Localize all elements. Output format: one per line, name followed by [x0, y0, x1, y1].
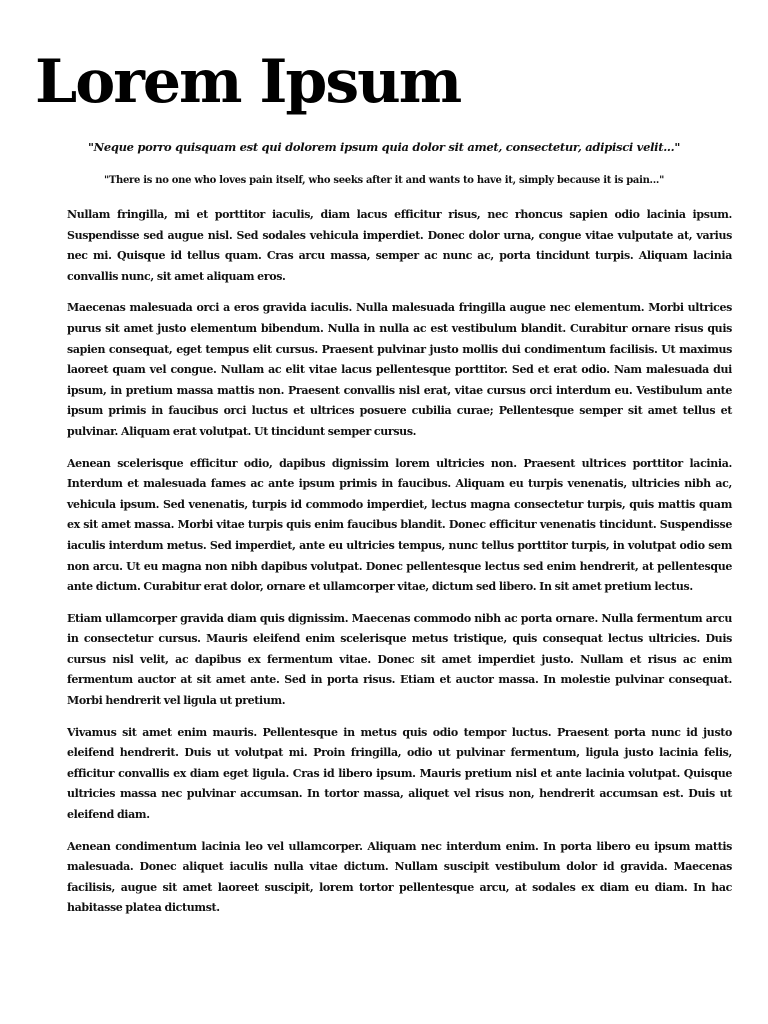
paragraph-4: Etiam ullamcorper gravida diam quis dignissim. Maecenas commodo nibh ac porta ornare. Nulla fermentum arcu in consectetur cursus. Mauris eleifend enim scelerisque metus tristique, quis consequat lectus ultricies. Duis cursus nisl velit, ac dapibus ex fermentum vitae. Donec sit amet imperdiet justo. Nullam et risus ac enim fermentum auctor at sit amet ante. Sed in porta risus. Etiam et auctor massa. In molestie pulvinar consequat. Morbi hendrerit vel ligula ut pretium.	[67, 611, 732, 708]
paragraph-1: Nullam fringilla, mi et porttitor iaculis, diam lacus efficitur risus, nec rhoncus sapien odio lacinia ipsum. Suspendisse sed augue nisl. Sed sodales vehicula imperdiet. Donec dolor urna, congue vitae vulputate at, varius nec mi. Quisque id tellus quam. Cras arcu massa, semper ac nunc ac, porta tincidunt turpis. Aliquam lacinia convallis nunc, sit amet aliquam eros.	[67, 208, 732, 283]
paragraph-6: Aenean condimentum lacinia leo vel ullamcorper. Aliquam nec interdum enim. In porta libero eu ipsum mattis malesuada. Donec aliquet iaculis nulla vitae dictum. Nullam suscipit vestibulum dolor id gravida. Maecenas facilisis, augue sit amet laoreet suscipit, lorem tortor pellentesque arcu, at sodales ex diam eu diam. In hac habitasse platea dictumst.	[67, 839, 732, 915]
paragraph-5: Vivamus sit amet enim mauris. Pellentesque in metus quis odio tempor luctus. Praesent porta nunc id justo eleifend hendrerit. Duis ut volutpat mi. Proin fringilla, odio ut pulvinar fermentum, ligula justo lacinia felis, efficitur convallis ex diam eget ligula. Cras id libero ipsum. Mauris pretium nisl et ante lacinia volutpat. Quisque ultricies massa nec pulvinar accumsan. In tortor massa, aliquet vel risus non, hendrerit accumsan est. Duis ut eleifend diam.	[67, 725, 732, 822]
document-title: Lorem Ipsum	[35, 47, 461, 117]
english-quote: "There is no one who loves pain itself, who seeks after it and wants to have it, simply because it is pain..."	[103, 175, 665, 186]
paragraph-3: Aenean scelerisque efficitur odio, dapibus dignissim lorem ultricies non. Praesent ultrices porttitor lacinia. Interdum et malesuada fames ac ante ipsum primis in faucibus. Aliquam eu turpis venenatis, ultricies nibh ac, vehicula ipsum. Sed venenatis, turpis id commodo imperdiet, lectus magna consectetur turpis, quis mattis quam ex sit amet massa. Morbi vitae turpis quis enim faucibus blandit. Donec efficitur venenatis tincidunt. Suspendisse iaculis interdum metus. Sed imperdiet, ante eu ultricies tempus, nunc tellus porttitor turpis, in volutpat odio sem non arcu. Ut eu magna non nibh dapibus volutpat. Donec pellentesque lectus sed enim hendrerit, at pellentesque ante dictum. Curabitur erat dolor, ornare et ullamcorper vitae, dictum sed libero. In sit amet pretium lectus.	[67, 456, 732, 594]
body-text	[67, 205, 732, 930]
paragraph-2: Maecenas malesuada orci a eros gravida iaculis. Nulla malesuada fringilla augue nec elementum. Morbi ultrices purus sit amet justo elementum bibendum. Nulla in nulla ac est vestibulum blandit. Curabitur ornare risus quis sapien consequat, eget tempus elit cursus. Praesent pulvinar justo mollis dui condimentum facilisis. Ut maximus laoreet quam vel congue. Nullam ac elit vitae lacus pellentesque porttitor. Sed et erat odio. Nam malesuada dui ipsum, in pretium massa mattis non. Praesent convallis nisl erat, vitae cursus orci interdum eu. Vestibulum ante ipsum primis in faucibus orci luctus et ultrices posuere cubilia curae; Pellentesque semper sit amet tellus et pulvinar. Aliquam erat volutpat. Ut tincidunt semper cursus.	[67, 301, 732, 438]
latin-quote: "Neque porro quisquam est qui dolorem ipsum quia dolor sit amet, consectetur, adipisci velit..."	[87, 140, 681, 154]
